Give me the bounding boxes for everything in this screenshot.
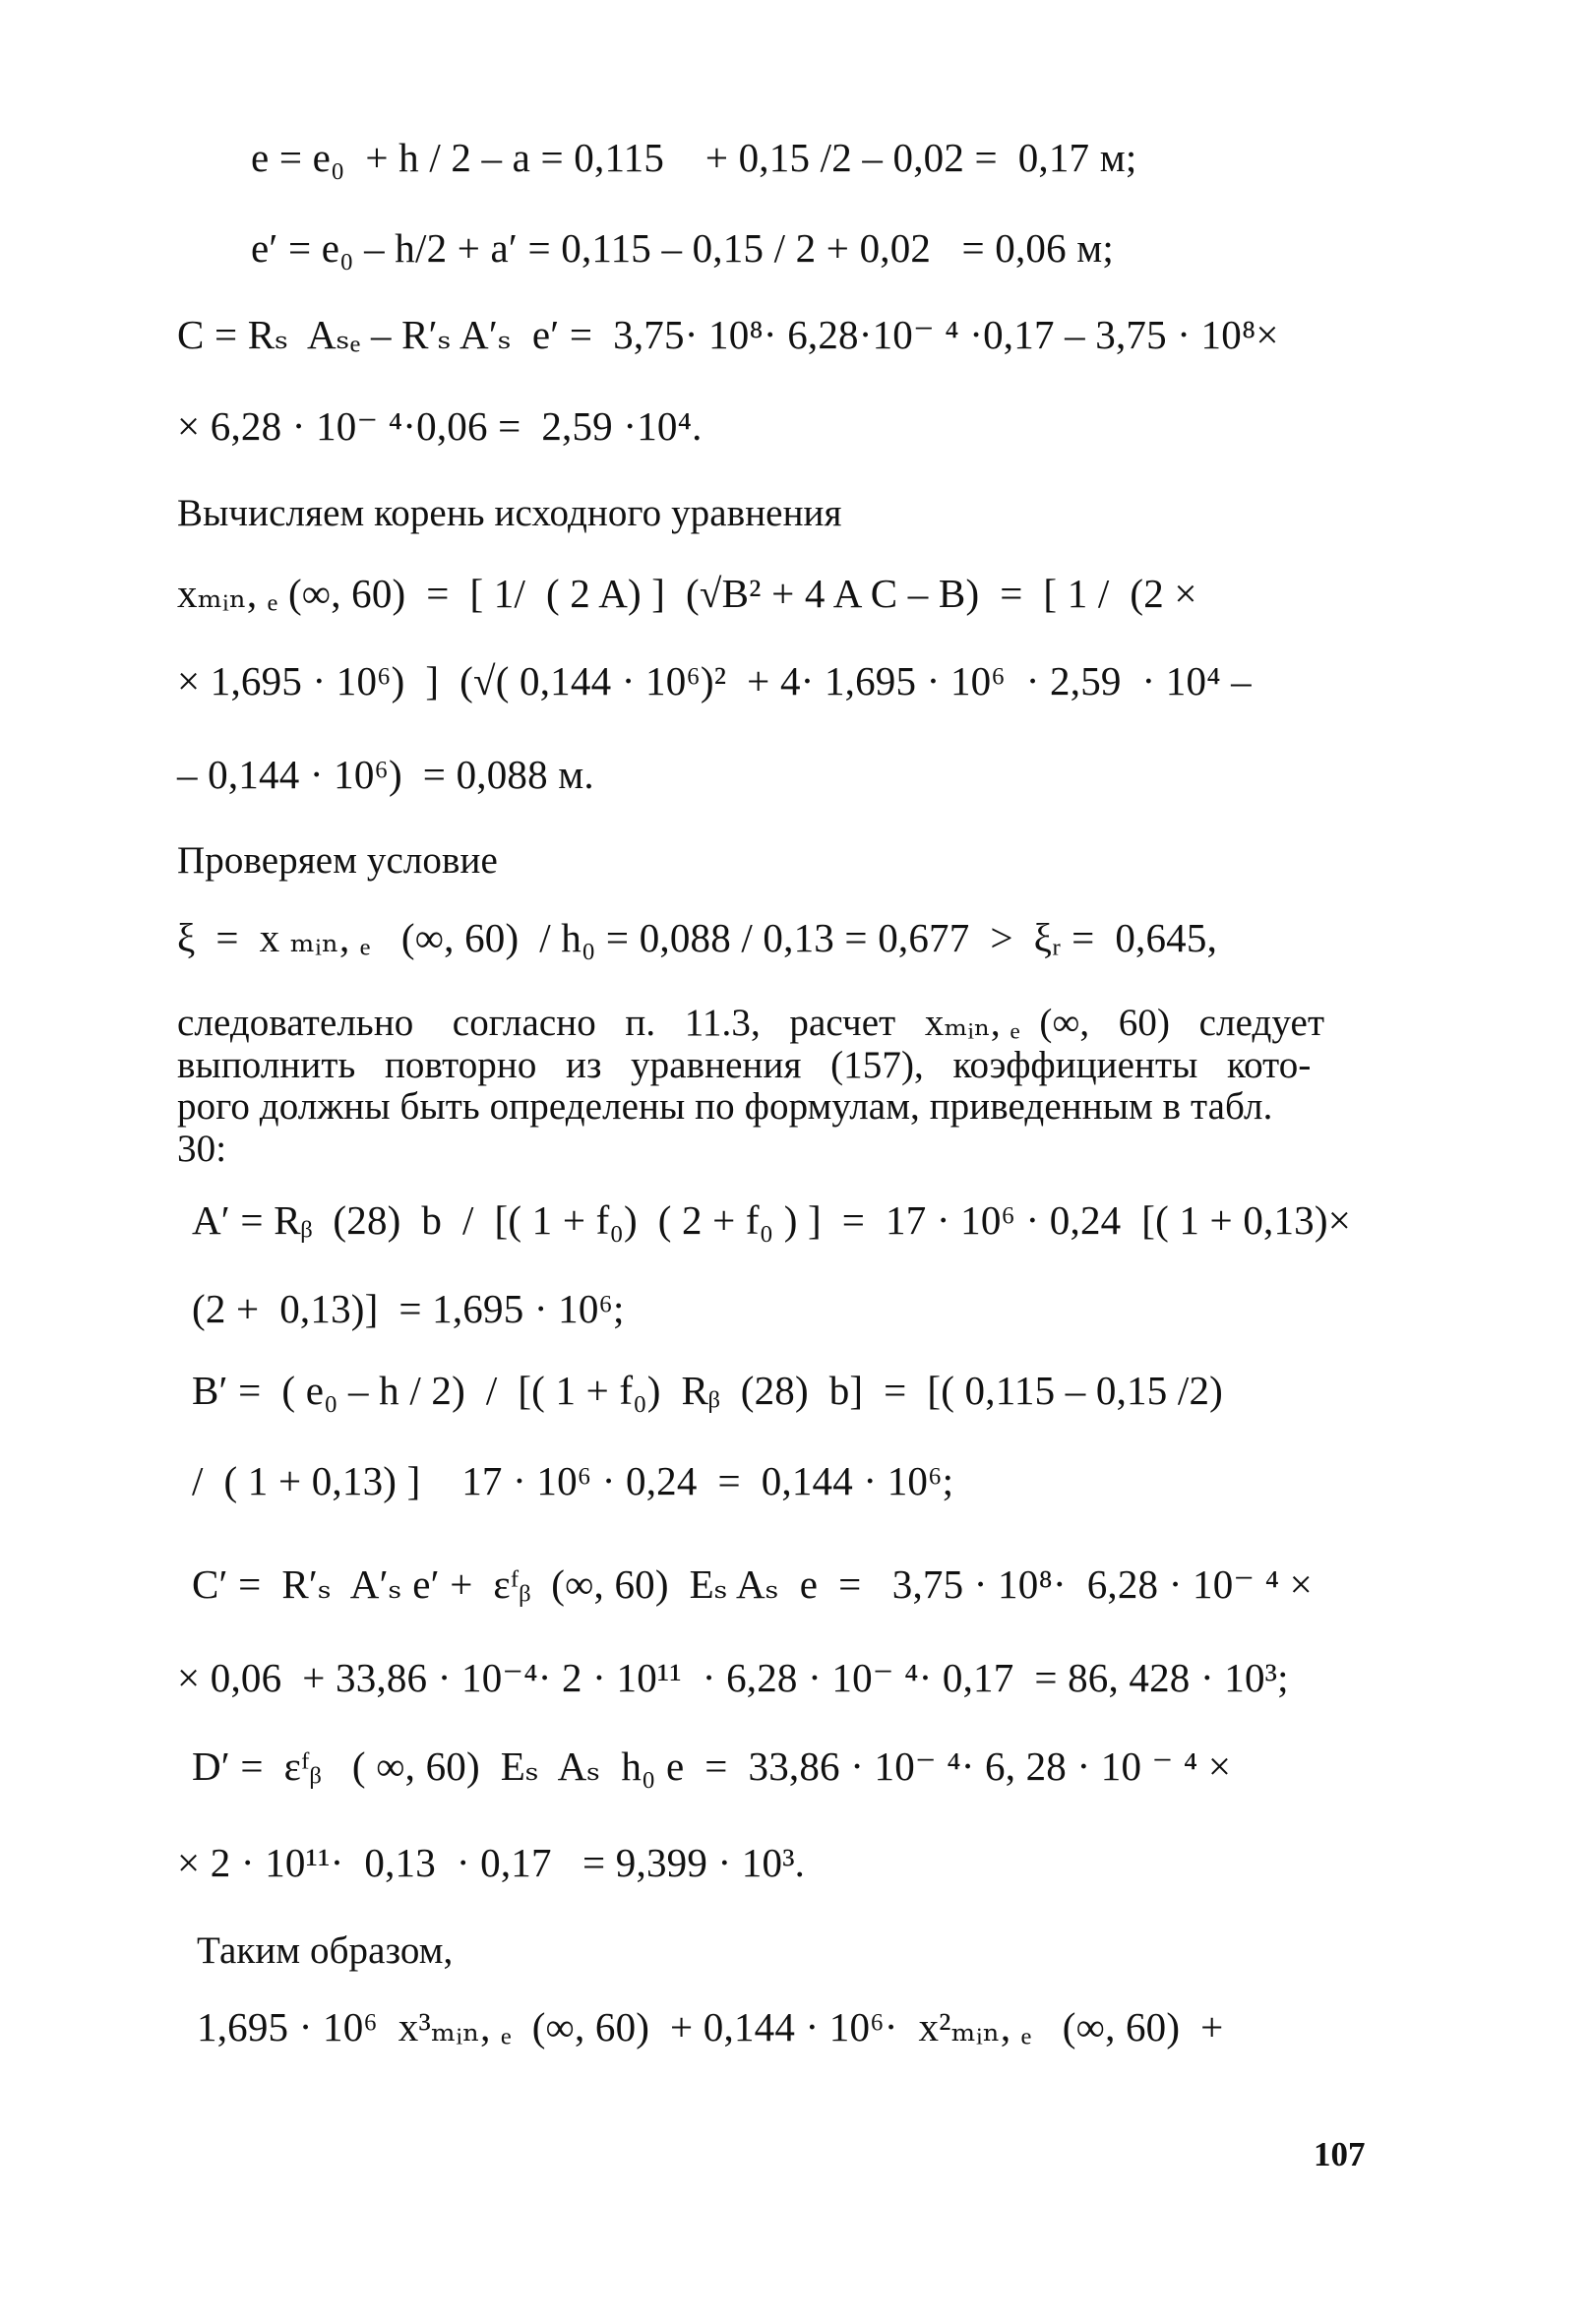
text-para-line-3: рого должны быть определены по формулам, приведенным в табл. [177,1085,1273,1128]
formula-a-prime-cont: (2 + 0,13)] = 1,695 · 10⁶; [192,1286,625,1331]
text-para-line-4: 30: [177,1128,227,1170]
text-para-line-1: следовательно согласно п. 11.3, расчет xₘᵢₙ, ₑ (∞, 60) следует [177,1002,1325,1044]
formula-xmin-result: – 0,144 · 10⁶) = 0,088 м. [177,752,594,797]
formula-xi: ξ = x ₘᵢₙ, ₑ (∞, 60) / h₀ = 0,088 / 0,13 = 0,677 > ξᵣ = 0,645, [177,915,1218,960]
formula-final-equation: 1,695 · 10⁶ x³ₘᵢₙ, ₑ (∞, 60) + 0,144 · 10⁶· x²ₘᵢₙ, ₑ (∞, 60) + [197,2004,1224,2049]
formula-a-prime: A′ = Rᵦ (28) b / [( 1 + f₀) ( 2 + f₀ ) ] = 17 · 10⁶ · 0,24 [( 1 + 0,13)× [192,1197,1352,1243]
formula-d-prime-cont: × 2 · 10¹¹· 0,13 · 0,17 = 9,399 · 10³. [177,1840,806,1885]
formula-d-prime: D′ = εᶠᵦ ( ∞, 60) Eₛ Aₛ h₀ e = 33,86 · 10⁻ ⁴· 6, 28 · 10 ⁻ ⁴ × [192,1743,1232,1789]
text-root: Вычисляем корень исходного уравнения [177,492,842,534]
formula-xmin: xₘᵢₙ, ₑ (∞, 60) = [ 1/ ( 2 A) ] (√B² + 4 A C – B) = [ 1 / (2 × [177,571,1197,616]
formula-c-prime-cont: × 0,06 + 33,86 · 10⁻⁴· 2 · 10¹¹ · 6,28 · 10⁻ ⁴· 0,17 = 86, 428 · 10³; [177,1655,1289,1700]
formula-c-cont: × 6,28 · 10⁻ ⁴·0,06 = 2,59 ·10⁴. [177,403,703,449]
formula-e: e = e₀ + h / 2 – a = 0,115 + 0,15 /2 – 0,02 = 0,17 м; [251,135,1137,180]
formula-xmin-cont: × 1,695 · 10⁶) ] (√( 0,144 · 10⁶)² + 4· 1,695 · 10⁶ · 2,59 · 10⁴ – [177,658,1252,703]
formula-b-prime: B′ = ( e₀ – h / 2) / [( 1 + f₀) Rᵦ (28) b] = [( 0,115 – 0,15 /2) [192,1368,1224,1413]
formula-c-prime: C′ = R′ₛ A′ₛ e′ + εᶠᵦ (∞, 60) Eₛ Aₛ e = 3,75 · 10⁸· 6,28 · 10⁻ ⁴ × [192,1561,1313,1607]
text-para-line-2: выполнить повторно из уравнения (157), коэффициенты кото- [177,1044,1312,1086]
formula-e-prime: e′ = e₀ – h/2 + a′ = 0,115 – 0,15 / 2 + 0,02 = 0,06 м; [251,225,1114,271]
formula-b-prime-cont: / ( 1 + 0,13) ] 17 · 10⁶ · 0,24 = 0,144 · 10⁶; [192,1458,954,1503]
page-number: 107 [1314,2135,1366,2173]
text-check: Проверяем условие [177,839,498,882]
text-thus: Таким образом, [197,1929,454,1972]
formula-c: C = Rₛ Aₛₑ – R′ₛ A′ₛ e′ = 3,75· 10⁸· 6,28·10⁻ ⁴ ·0,17 – 3,75 · 10⁸× [177,312,1279,357]
